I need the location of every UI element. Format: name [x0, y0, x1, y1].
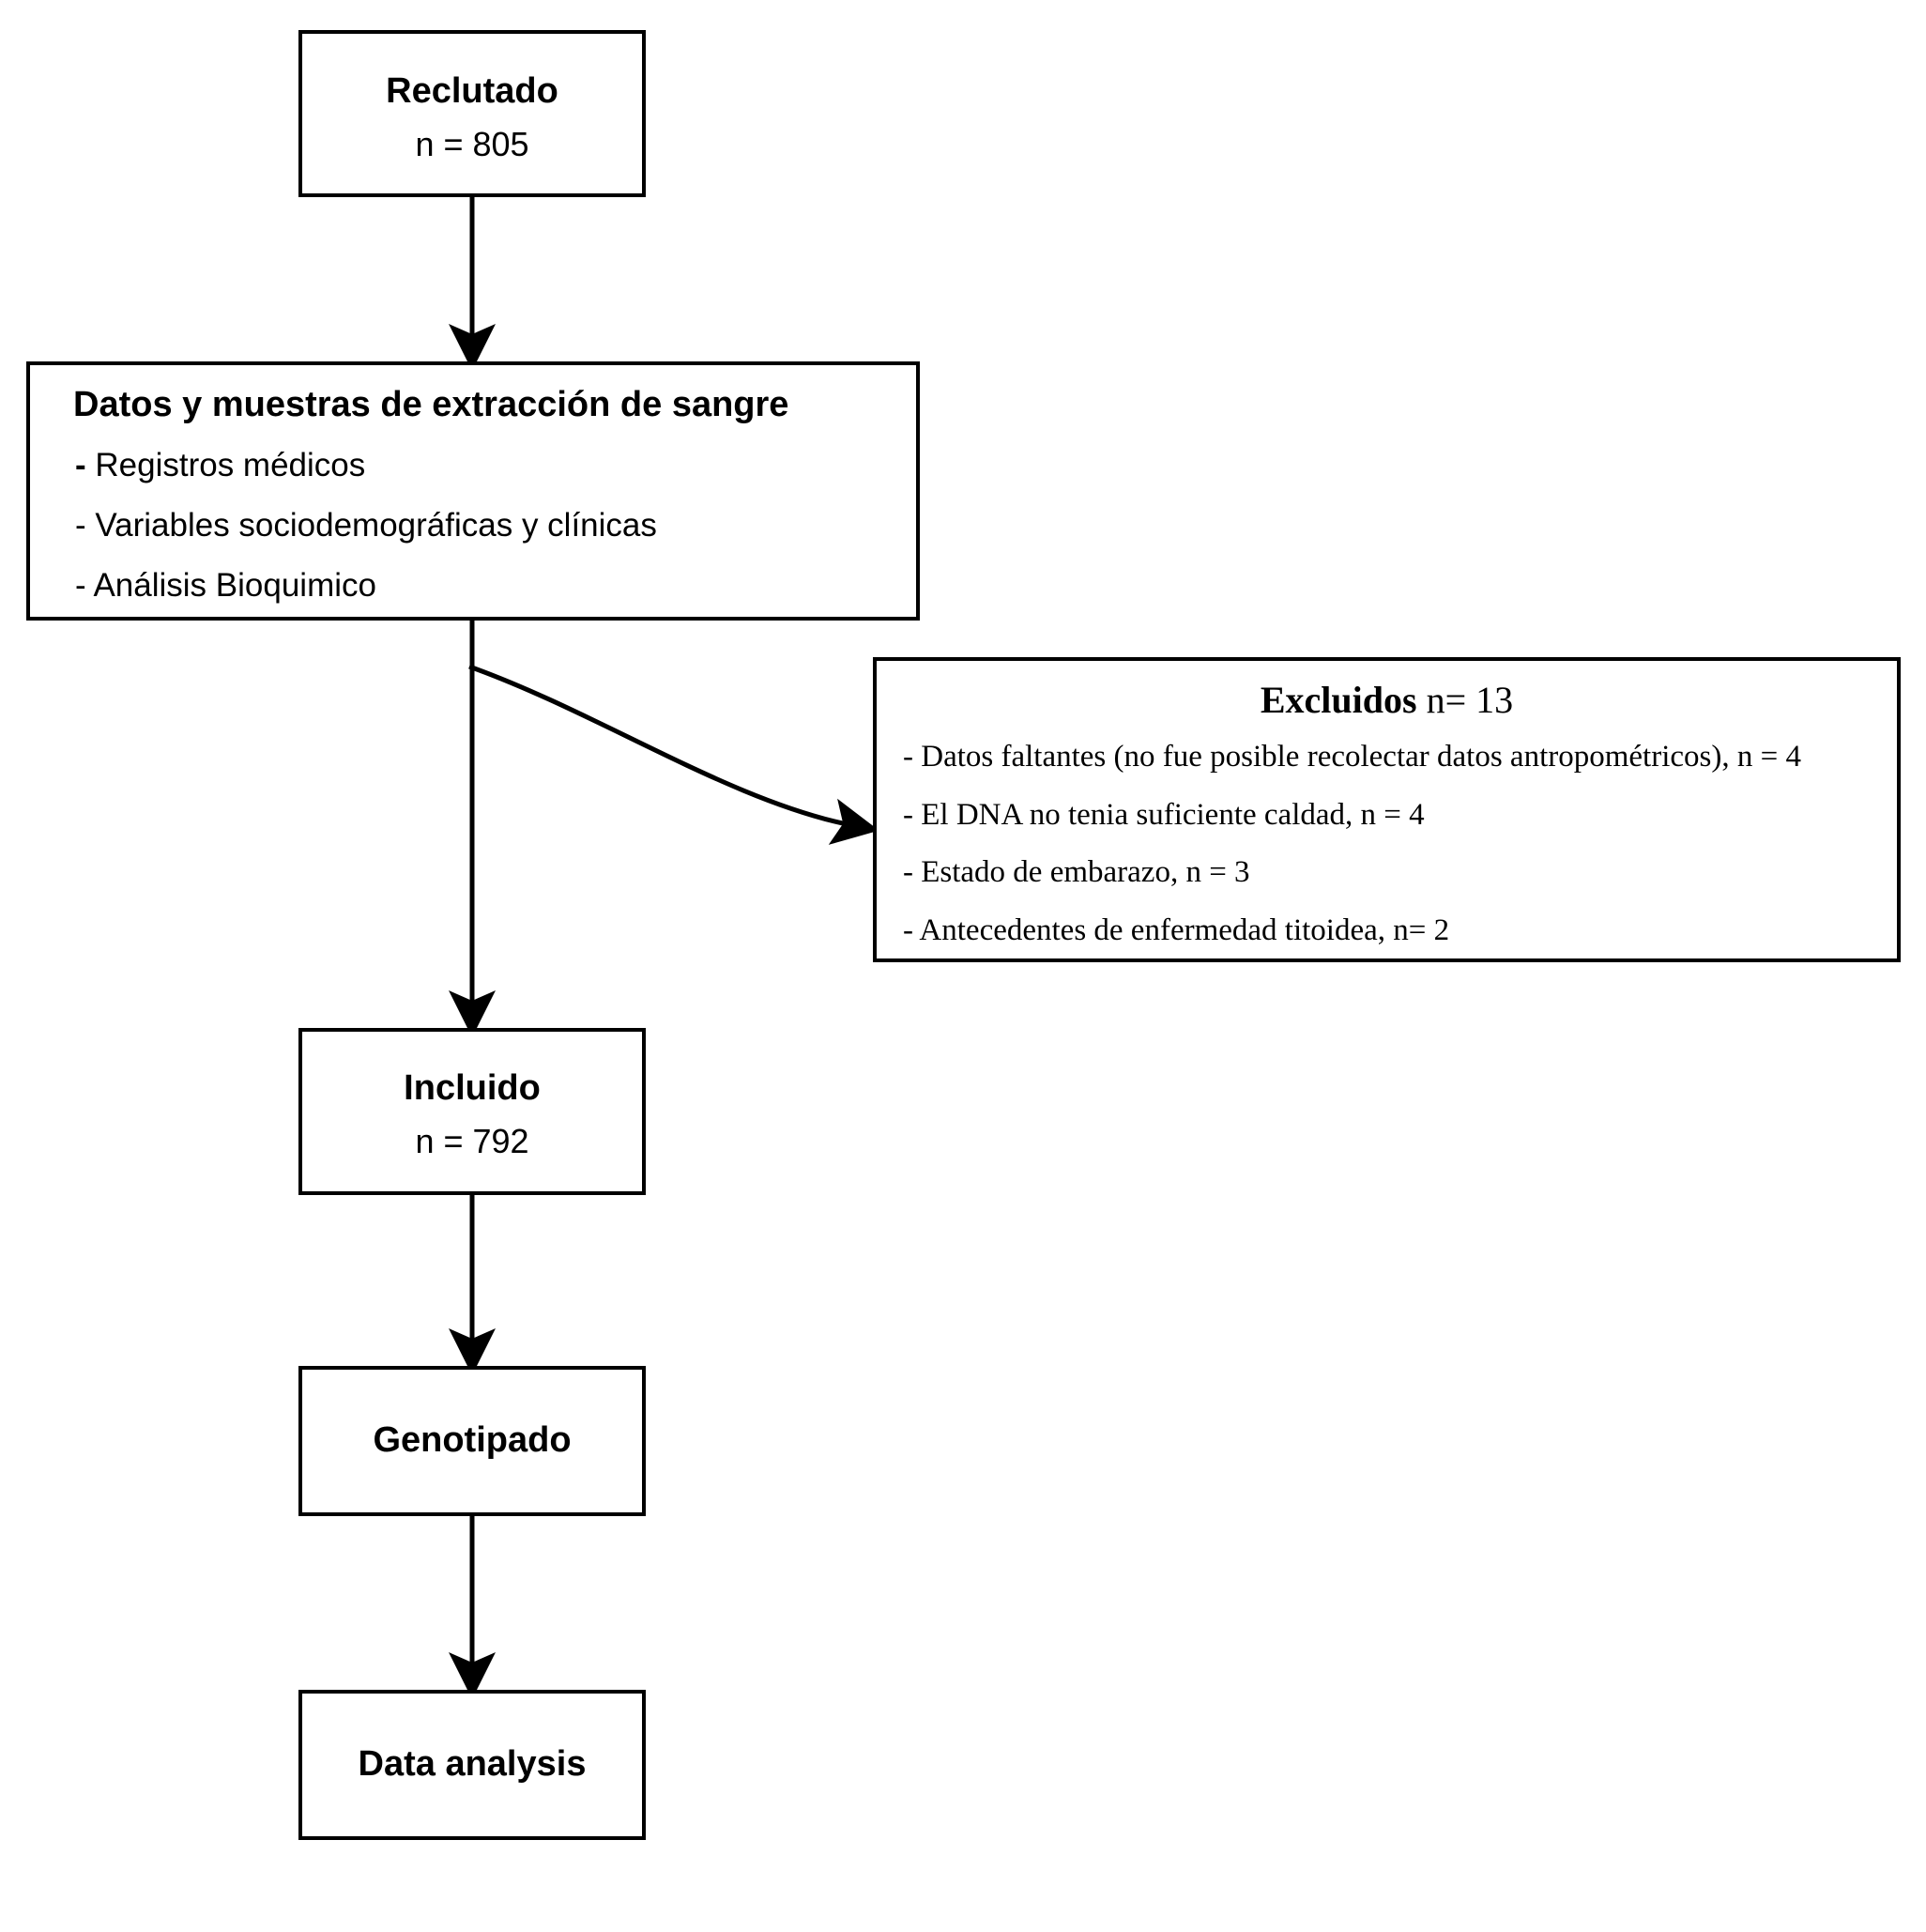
node-excluidos-item-3: - Antecedentes de enfermedad titoidea, n= 2 [903, 912, 1450, 947]
node-excluidos-item-0: - Datos faltantes (no fue posible recolectar datos antropométricos), n = 4 [903, 740, 1801, 774]
node-datos-muestras-item-0: - Registros médicos [75, 446, 366, 483]
node-excluidos-heading [894, 678, 1880, 722]
node-excluidos-item-1: - El DNA no tenia suficiente caldad, n = 4 [903, 797, 1425, 832]
node-incluido-label: Incluido [404, 1067, 541, 1108]
node-datos-muestras-heading: Datos y muestras de extracción de sangre [73, 385, 789, 424]
node-excluidos [873, 657, 1901, 962]
node-genotipado-label: Genotipado [373, 1420, 572, 1461]
node-data-analysis-label: Data analysis [358, 1744, 587, 1785]
node-reclutado [298, 30, 646, 197]
node-excluidos-heading-count: n= 13 [1426, 679, 1514, 721]
node-excluidos-heading-bold: Excluidos [1260, 679, 1417, 721]
node-genotipado [298, 1366, 646, 1516]
node-incluido-count: n = 792 [415, 1122, 529, 1161]
node-reclutado-count: n = 805 [415, 125, 529, 164]
node-reclutado-label: Reclutado [386, 70, 558, 111]
node-data-analysis [298, 1690, 646, 1840]
node-incluido [298, 1028, 646, 1195]
node-excluidos-item-2: - Estado de embarazo, n = 3 [903, 855, 1250, 890]
node-datos-muestras-item-1: - Variables sociodemográficas y clínicas [75, 506, 657, 544]
node-datos-muestras-item-2: - Análisis Bioquimico [75, 566, 376, 604]
node-datos-muestras [26, 361, 920, 621]
